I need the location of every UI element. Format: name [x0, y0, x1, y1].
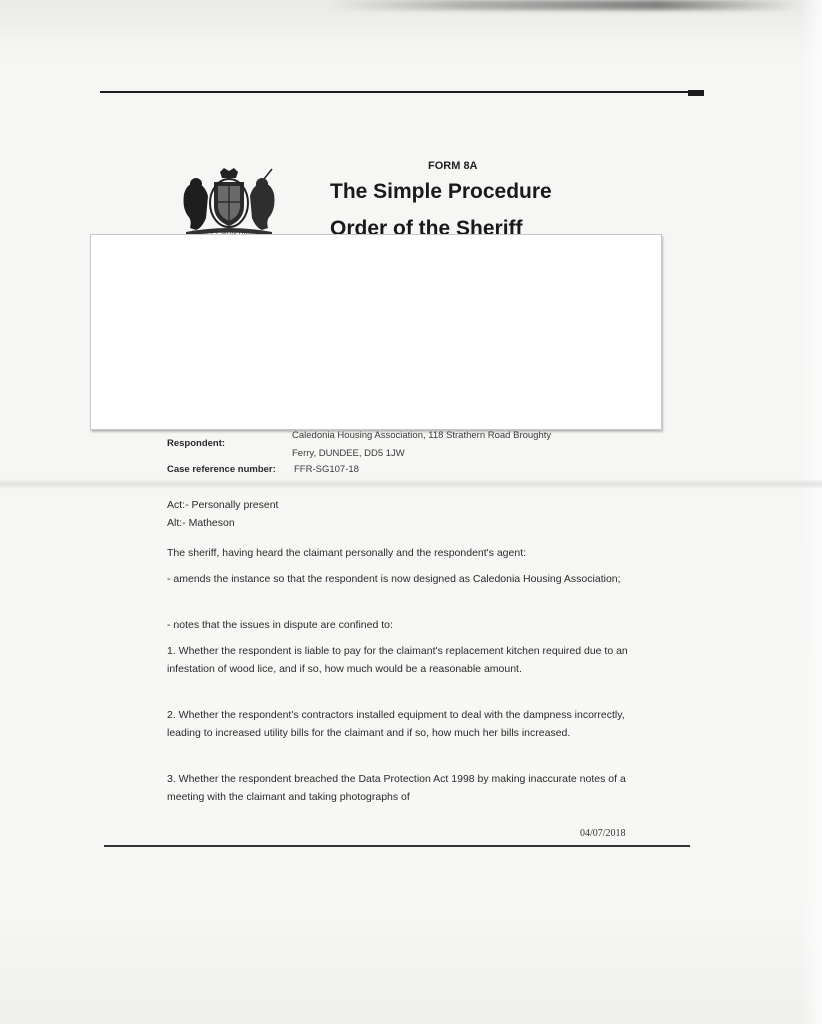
order-notes-issues: - notes that the issues in dispute are confined to: [167, 619, 393, 631]
bottom-rule [104, 845, 690, 847]
form-number: FORM 8A [428, 160, 478, 172]
alt-appearance: Alt:- Matheson [167, 517, 235, 529]
subtitle-clip [330, 216, 630, 234]
top-rule-end [688, 90, 704, 96]
document-subtitle: Order of the Sheriff [330, 217, 523, 234]
order-intro: The sheriff, having heard the claimant personally and the respondent's agent: [167, 547, 527, 559]
case-reference-number: FFR-SG107-18 [294, 464, 359, 475]
scan-right-edge [800, 0, 822, 1024]
respondent-address-line2: Ferry, DUNDEE, DD5 1JW [292, 448, 405, 459]
issue-2: 2. Whether the respondent's contractors installed equipment to deal with the dampness incorrectly, leading to increased utility bills for the claimant and if so, how much her bills increased. [167, 709, 625, 739]
document-date: 04/07/2018 [580, 828, 626, 839]
issue-3: 3. Whether the respondent breached the Data Protection Act 1998 by making inaccurate notes of a meeting with the claimant and taking photographs of [167, 773, 626, 803]
respondent-label: Respondent: [167, 438, 226, 449]
case-reference-label: Case reference number: [167, 464, 276, 475]
top-rule [100, 91, 704, 93]
scan-edge-shadow [330, 0, 800, 10]
act-appearance: Act:- Personally present [167, 499, 279, 511]
issue-1: 1. Whether the respondent is liable to pay for the claimant's replacement kitchen required due to an infestation of wood lice, and if so, how much would be a reasonable amount. [167, 645, 628, 675]
order-amend-instance: - amends the instance so that the respondent is now designed as Caledonia Housing Association; [167, 573, 621, 585]
redaction-paper-strip [90, 234, 662, 430]
respondent-address-line1: Caledonia Housing Association, 118 Strathern Road Broughty [292, 430, 552, 441]
paper-crease [0, 479, 822, 489]
document-title: The Simple Procedure [330, 180, 552, 203]
